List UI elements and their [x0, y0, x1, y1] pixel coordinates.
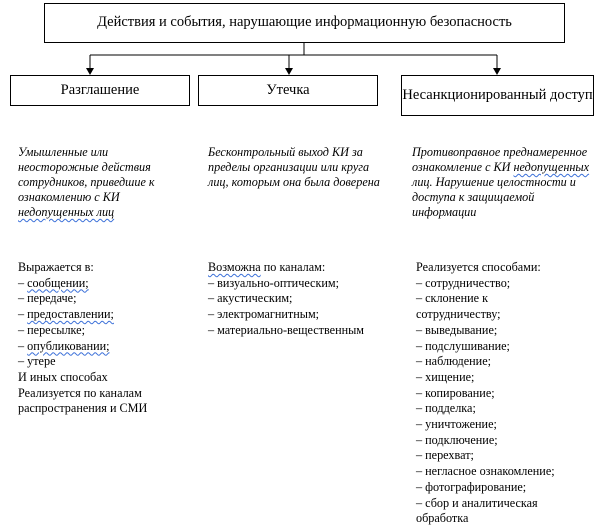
node-leak — [198, 75, 378, 106]
list-item: – наблюдение; — [416, 354, 491, 369]
node-unauthorized-access-label: Несанкционированный доступ — [402, 86, 593, 103]
list-item — [18, 307, 147, 323]
list-item: – сотрудничество; — [416, 275, 511, 290]
list-disclosure — [18, 260, 147, 417]
list-item: – подключение; — [416, 432, 498, 447]
list-item: Выражается в: — [18, 260, 94, 274]
description-leak — [208, 145, 383, 190]
list-item — [208, 260, 364, 276]
list-item — [18, 339, 147, 355]
root-title: Действия и события, нарушающие информационную безопасность — [97, 14, 512, 31]
description-text: Противоправное преднамеренное ознакомление с КИ — [412, 145, 588, 174]
list-item-highlight: сообщении; — [27, 275, 89, 290]
description-highlight: недопущенных лиц — [18, 205, 115, 219]
list-item: – склонение к — [416, 291, 489, 306]
description-disclosure — [18, 145, 178, 220]
list-item-highlight: опубликовании; — [27, 338, 110, 353]
list-item: – подделка; — [416, 401, 476, 416]
list-item: Реализуется по каналам — [18, 385, 142, 400]
list-item: обработка — [416, 511, 469, 526]
list-item: – утере — [18, 354, 56, 369]
node-leak-label: Утечка — [266, 81, 310, 98]
list-item: – сбор и аналитическая — [416, 495, 538, 510]
list-item: – выведывание; — [416, 322, 498, 337]
list-item-highlight: предоставлении; — [27, 307, 114, 322]
list-item: – перехват; — [416, 448, 474, 463]
node-disclosure — [10, 75, 190, 106]
list-item: – подслушивание; — [416, 338, 510, 353]
description-unauthorized-access — [412, 145, 597, 220]
description-text: Бесконтрольный выход КИ за пределы организации или круга лиц, которым она была доверена — [208, 145, 380, 189]
list-item: – передаче; — [18, 291, 77, 306]
list-item — [18, 276, 147, 292]
list-item: – хищение; — [416, 369, 475, 384]
list-item: – пересылке; — [18, 322, 85, 337]
list-item: – негласное ознакомление; — [416, 464, 555, 479]
list-item-dash: – — [18, 338, 28, 353]
list-item: – акустическим; — [208, 291, 293, 306]
list-item: – материально-вещественным — [208, 322, 365, 337]
list-leak — [208, 260, 364, 339]
list-item: – визуально-оптическим; — [208, 275, 339, 290]
description-text-tail: лиц. Нарушение целостности и доступа к защищаемой информации — [412, 175, 576, 219]
list-item: – уничтожение; — [416, 417, 497, 432]
node-disclosure-label: Разглашение — [60, 81, 140, 98]
list-unauthorized-access — [416, 260, 555, 527]
list-item-highlight: Возможна — [208, 260, 261, 274]
list-item-text: по каналам: — [260, 260, 326, 274]
list-item-dash: – — [18, 275, 28, 290]
node-unauthorized-access — [401, 75, 594, 116]
list-item: – электромагнитным; — [208, 307, 320, 322]
list-item: – фотографирование; — [416, 479, 527, 494]
list-item: – копирование; — [416, 385, 495, 400]
list-item-dash: – — [18, 307, 28, 322]
description-highlight: недопущенных — [513, 160, 590, 174]
list-item: распространения и СМИ — [18, 401, 148, 416]
description-text: Умышленные или неосторожные действия сотрудников, приведшие к ознакомлению с КИ — [18, 145, 155, 204]
list-item: сотрудничеству; — [416, 307, 501, 322]
root-node — [44, 3, 565, 43]
list-item: И иных способах — [18, 369, 108, 384]
list-item: Реализуется способами: — [416, 260, 541, 274]
